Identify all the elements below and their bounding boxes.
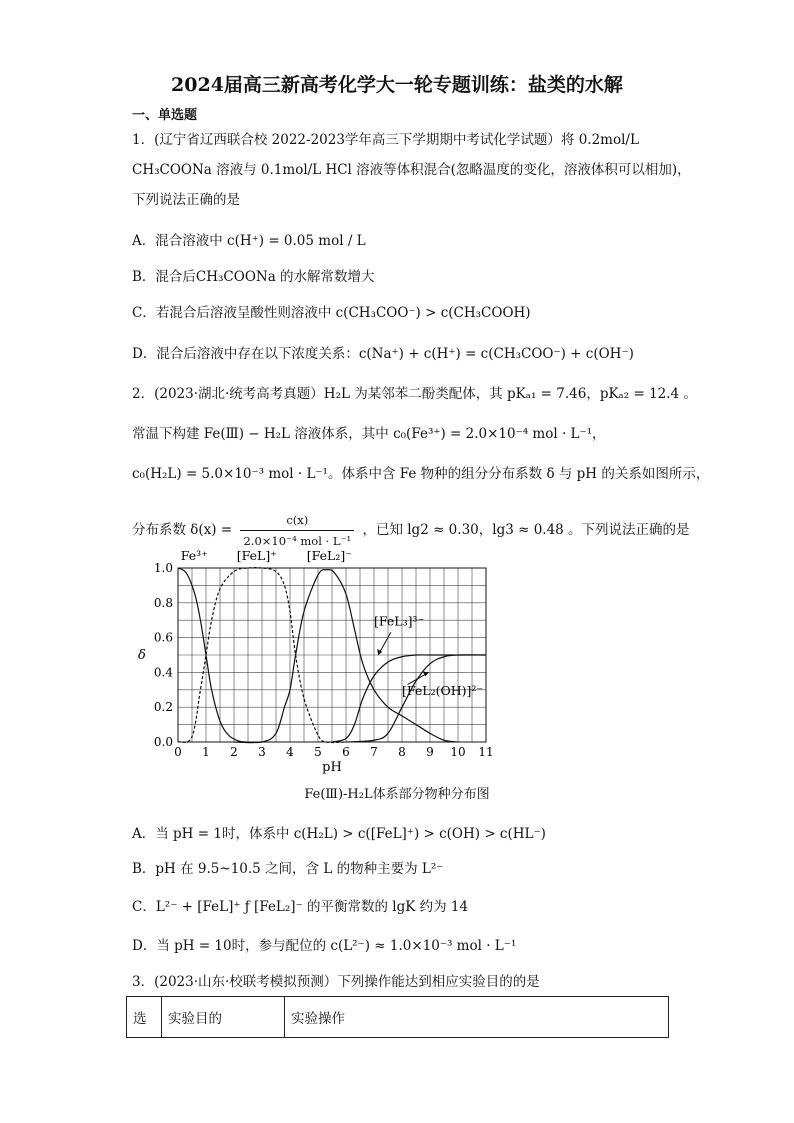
q1-option-d: D．混合后溶液中存在以下浓度关系：c(Na⁺) + c(H⁺) = c(CH₃COO⁻) + c(OH⁻) <box>132 346 634 362</box>
q3-table <box>126 996 669 1038</box>
distribution-chart <box>132 542 502 782</box>
x-tick-label: 3 <box>258 745 266 759</box>
q2-delta-def: 分布系数 δ(x) = <box>132 522 233 538</box>
section-heading: 一、单选题 <box>132 108 198 123</box>
q2-stem-line3: c₀(H₂L) = 5.0×10⁻³ mol · L⁻¹。体系中含 Fe 物种的组分分布系数 δ 与 pH 的关系如图所示， <box>132 466 710 482</box>
q2-option-b: B．pH 在 9.5~10.5 之间，含 L 的物种主要为 L²⁻ <box>132 861 444 877</box>
q1-stem-line3: 下列说法正确的是 <box>132 192 240 208</box>
table-header-row <box>127 997 669 1038</box>
series-line <box>332 655 486 742</box>
figure-caption: Fe(Ⅲ)-H₂L体系部分物种分布图 <box>304 787 490 802</box>
q2-given-logs: ，已知 lg2 ≈ 0.30，lg3 ≈ 0.48 。下列说法正确的是 <box>362 522 690 538</box>
fraction-denominator: 2.0×10⁻⁴ mol · L⁻¹ <box>243 534 352 548</box>
fraction-numerator: c(x) <box>240 510 354 531</box>
q2-stem-line2: 常温下构建 Fe(Ⅲ) − H₂L 溶液体系，其中 c₀(Fe³⁺) = 2.0×10⁻⁴ mol · L⁻¹， <box>132 426 606 442</box>
q1-option-b: B．混合后CH₃COONa 的水解常数增大 <box>132 269 375 285</box>
table-header-cell: 实验目的 <box>162 997 285 1038</box>
x-tick-label: 1 <box>202 745 210 759</box>
x-tick-label: 0 <box>174 745 182 759</box>
species-label: [FeL₃]³⁻ <box>374 613 425 629</box>
x-tick-label: 7 <box>370 745 378 759</box>
y-tick-label: 0.0 <box>153 735 173 749</box>
q1-option-a: A．混合溶液中 c(H⁺) = 0.05 mol / L <box>132 233 366 249</box>
species-label: Fe³⁺ <box>180 548 208 563</box>
y-tick-label: 1.0 <box>153 561 173 575</box>
q2-option-a: A．当 pH = 1时，体系中 c(H₂L) > c([FeL]⁺) > c(OH) > c(HL⁻) <box>132 826 546 842</box>
q1-option-c: C．若混合后溶液呈酸性则溶液中 c(CH₃COO⁻) > c(CH₃COOH) <box>132 305 531 321</box>
distribution-figure <box>132 542 502 786</box>
y-tick-label: 0.2 <box>153 700 173 715</box>
q2-option-d: D．当 pH = 10时，参与配位的 c(L²⁻) ≈ 1.0×10⁻³ mol · L⁻¹ <box>132 938 517 954</box>
species-label: [FeL₂(OH)]²⁻ <box>402 683 483 699</box>
x-axis-label: pH <box>322 760 342 775</box>
x-tick-label: 9 <box>426 745 434 759</box>
y-axis-label: δ <box>138 648 146 663</box>
x-tick-label: 10 <box>450 745 466 759</box>
x-tick-label: 4 <box>286 745 294 759</box>
species-label: [FeL]⁺ <box>236 548 277 563</box>
table-header-cell: 选 <box>127 997 162 1038</box>
species-label: [FeL₂]⁻ <box>306 548 352 563</box>
x-tick-label: 6 <box>342 745 350 759</box>
q2-stem-line1: 2．(2023·湖北·统考高考真题）H₂L 为某邻苯二酚类配体，其 pKₐ₁ = 7.46，pKₐ₂ = 12.4 。 <box>132 386 697 402</box>
x-tick-label: 2 <box>230 745 238 759</box>
x-tick-label: 8 <box>398 745 406 759</box>
x-tick-label: 11 <box>478 745 494 759</box>
q3-stem-line1: 3．(2023·山东·校联考模拟预测）下列操作能达到相应实验目的的是 <box>132 974 540 990</box>
table-header-cell: 实验操作 <box>285 997 669 1038</box>
y-tick-label: 0.4 <box>153 665 173 680</box>
y-tick-label: 0.6 <box>153 630 173 645</box>
y-tick-label: 0.8 <box>153 595 173 610</box>
q2-option-c: C．L²⁻ + [FeL]⁺ ƒ [FeL₂]⁻ 的平衡常数的 lgK 约为 14 <box>132 899 469 915</box>
q1-stem-line1: 1．(辽宁省辽西联合校 2022-2023学年高三下学期期中考试化学试题）将 0.2mol/L <box>132 132 639 148</box>
page-title: 2024届高三新高考化学大一轮专题训练：盐类的水解 <box>171 74 623 96</box>
x-tick-label: 5 <box>314 745 322 759</box>
q1-stem-line2: CH₃COONa 溶液与 0.1mol/L HCl 溶液等体积混合(忽略温度的变化，溶液体积可以相加)， <box>132 162 691 178</box>
